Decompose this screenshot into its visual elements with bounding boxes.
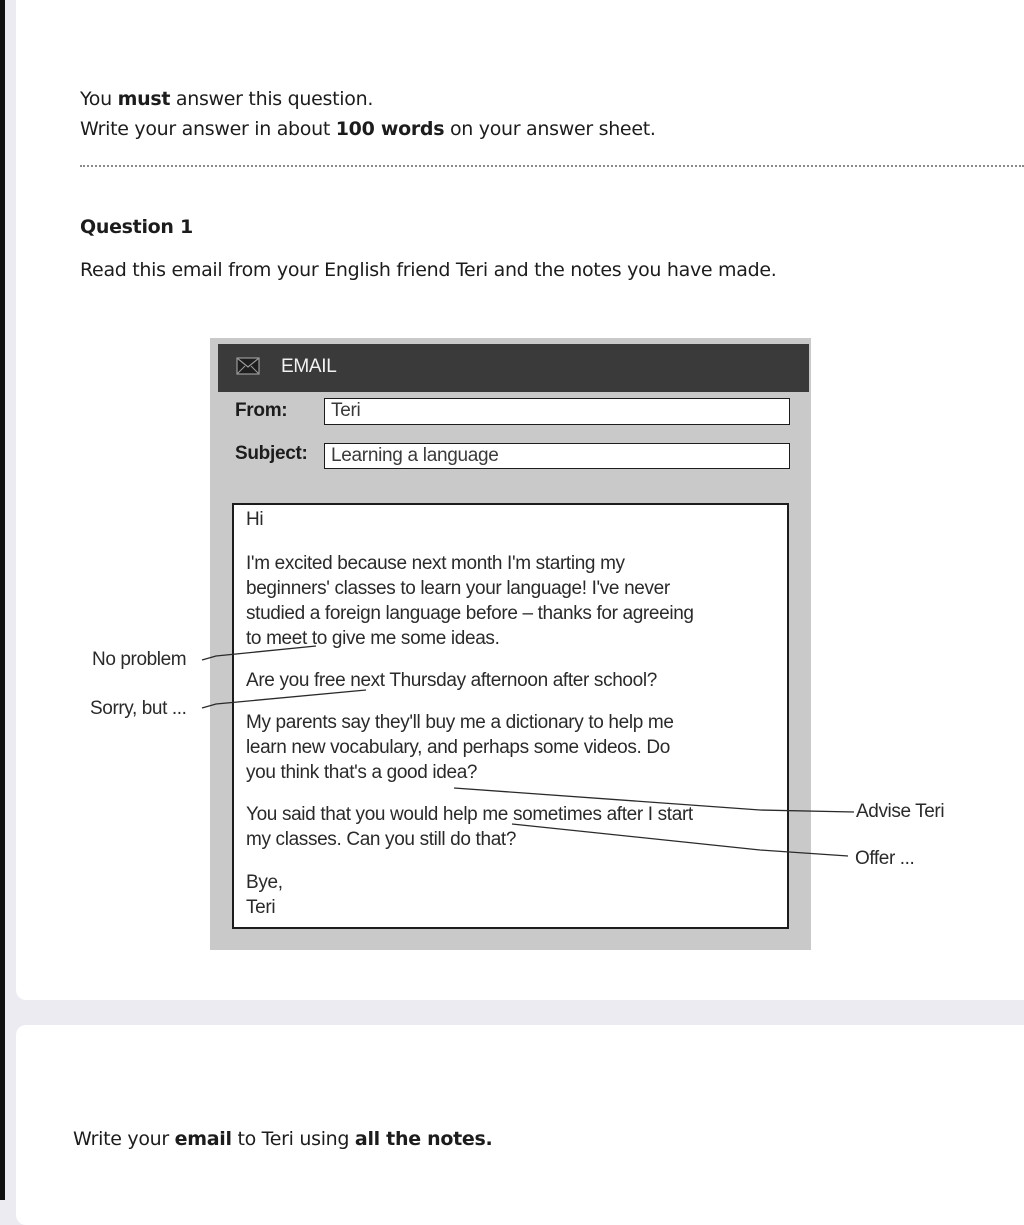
from-field: Teri	[324, 398, 790, 425]
question-prompt: Read this email from your English friend Teri and the notes you have made.	[80, 259, 777, 281]
from-label: From:	[235, 400, 288, 421]
instruction-line-2: Write your answer in about 100 words on your answer sheet.	[80, 118, 656, 140]
task-instruction: Write your email to Teri using all the notes.	[73, 1128, 493, 1150]
email-signoff: Bye, Teri	[246, 872, 283, 918]
email-greeting: Hi	[246, 509, 264, 530]
email-paragraph-3: My parents say they'll buy me a dictionary to help me learn new vocabulary, and perhaps some videos. Do you think that's a good idea?	[246, 712, 674, 783]
email-paragraph-4: You said that you would help me sometimes after I start my classes. Can you still do that?	[246, 804, 693, 850]
dotted-divider	[80, 165, 1024, 167]
note-offer: Offer ...	[855, 848, 915, 869]
note-no-problem: No problem	[92, 649, 187, 670]
email-paragraph-2: Are you free next Thursday afternoon after school?	[246, 670, 657, 691]
envelope-icon	[236, 357, 260, 375]
instruction-line-1: You must answer this question.	[80, 88, 374, 110]
question-title: Question 1	[80, 216, 193, 238]
email-paragraph-1: I'm excited because next month I'm starting my beginners' classes to learn your language! I've never studied a foreign language before – thanks for agreeing to meet to give me some ideas.	[246, 553, 694, 649]
task-card	[16, 1025, 1024, 1225]
subject-field: Learning a language	[324, 443, 790, 469]
note-advise-teri: Advise Teri	[856, 801, 945, 822]
email-header-title: EMAIL	[281, 356, 337, 377]
note-sorry-but: Sorry, but ...	[90, 698, 187, 719]
window-edge	[0, 0, 5, 1200]
subject-label: Subject:	[235, 443, 308, 464]
